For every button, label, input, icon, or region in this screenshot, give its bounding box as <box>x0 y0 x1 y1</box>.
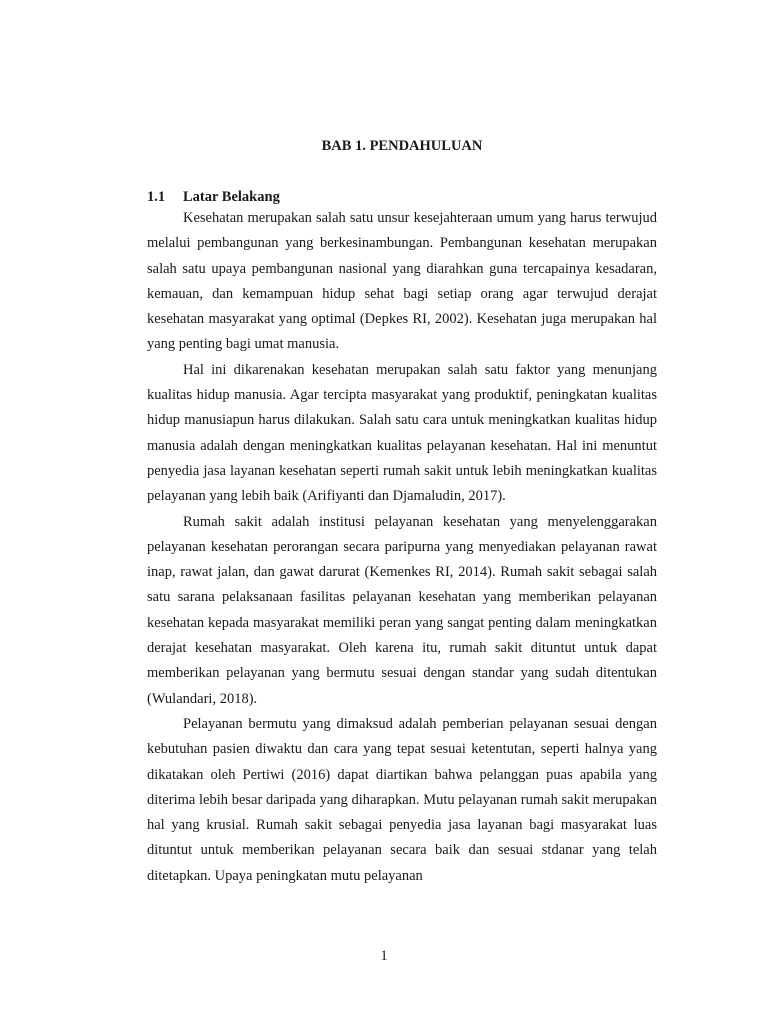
paragraph: Hal ini dikarenakan kesehatan merupakan salah satu faktor yang menunjang kualitas hidup manusia. Agar tercipta masyarakat yang produktif, peningkatan kualitas hidup manusiapun harus dilakukan. Salah satu cara untuk meningkatkan kualitas hidup manusia adalah dengan meningkatkan kualitas pelayanan kesehatan. Hal ini menuntut penyedia jasa layanan kesehatan seperti rumah sakit untuk lebih meningkatkan kualitas pelayanan yang lebih baik (Arifiyanti dan Djamaludin, 2017). <box>147 361 657 505</box>
section-title: Latar Belakang <box>183 189 280 205</box>
paragraph: Kesehatan merupakan salah satu unsur kesejahteraan umum yang harus terwujud melalui pembangunan yang berkesinambungan. Pembangunan kesehatan merupakan salah satu upaya pembangunan nasional yang diarahkan guna tercapainya kesadaran, kemauan, dan kemampuan hidup sehat bagi setiap orang agar terwujud derajat kesehatan masyarakat yang optimal (Depkes RI, 2002). Kesehatan juga merupakan hal yang penting bagi umat manusia. <box>147 210 657 353</box>
section-heading <box>147 187 280 207</box>
paragraph: Rumah sakit adalah institusi pelayanan kesehatan yang menyelenggarakan pelayanan kesehatan perorangan secara paripurna yang menyediakan pelayanan rawat inap, rawat jalan, dan gawat darurat (Kemenkes RI, 2014). Rumah sakit sebagai salah satu sarana pelaksanaan fasilitas pelayanan kesehatan yang memberikan pelayanan kesehatan kepada masyarakat memiliki peran yang sangat penting dalam meningkatkan derajat kesehatan masyarakat. Oleh karena itu, rumah sakit dituntut untuk dapat memberikan pelayanan yang bermutu sesuai dengan standar yang sudah ditentukan (Wulandari, 2018). <box>147 513 657 707</box>
body-text <box>147 206 657 889</box>
paragraph: Pelayanan bermutu yang dimaksud adalah pemberian pelayanan sesuai dengan kebutuhan pasien diwaktu dan cara yang tepat sesuai ketentutan, seperti halnya yang dikatakan oleh Pertiwi (2016) dapat diartikan bahwa pelanggan puas apabila yang diterima lebih besar daripada yang diharapkan. Mutu pelayanan rumah sakit merupakan hal yang krusial. Rumah sakit sebagai penyedia jasa layanan bagi masyarakat luas dituntut untuk memberikan pelayanan secara baik dan sesuai stdanar yang telah ditetapkan. Upaya peningkatan mutu pelayanan <box>147 715 657 884</box>
section-number: 1.1 <box>147 189 166 205</box>
page-number: 1 <box>380 948 388 964</box>
chapter-title: BAB 1. PENDAHULUAN <box>321 138 483 154</box>
